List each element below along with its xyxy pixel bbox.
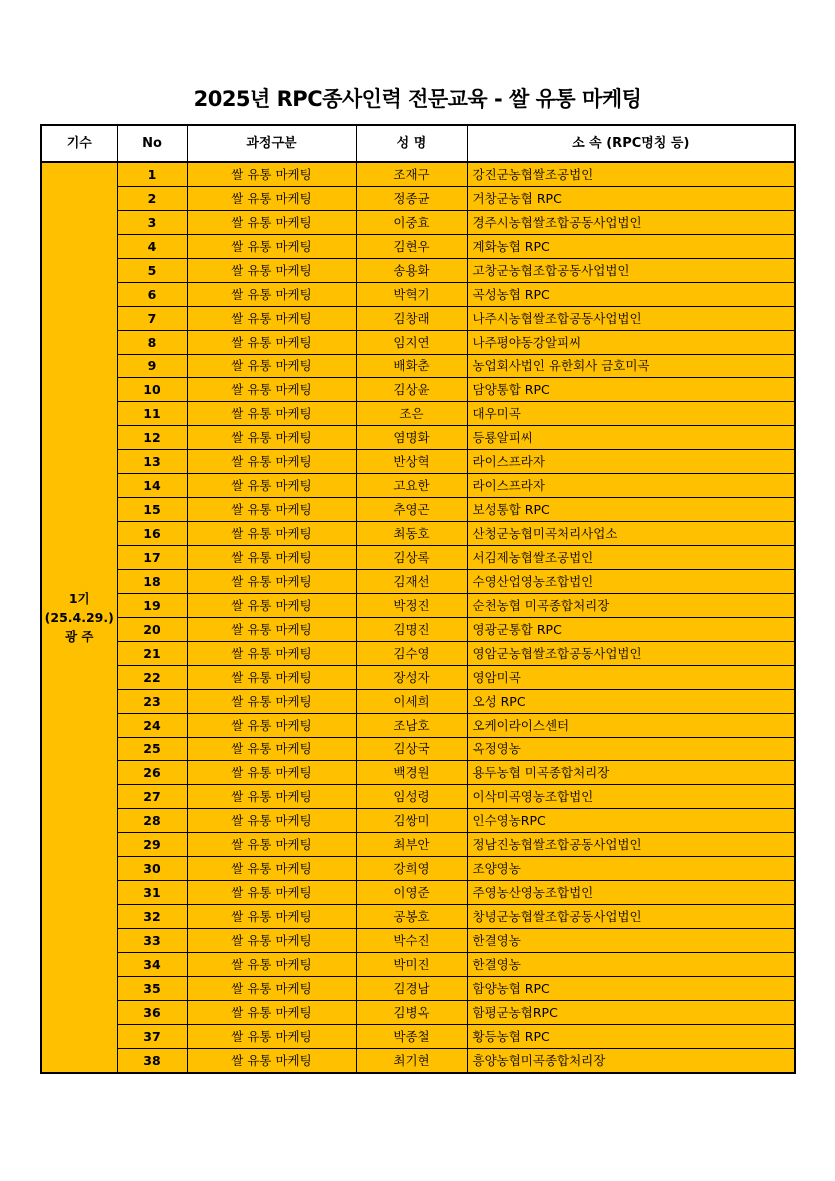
row-number: 36 <box>117 1000 187 1024</box>
header-row <box>41 125 795 162</box>
row-number: 30 <box>117 857 187 881</box>
row-number: 5 <box>117 258 187 282</box>
course-cell: 쌀 유통 마케팅 <box>187 617 356 641</box>
table-row <box>41 569 795 593</box>
table-row <box>41 330 795 354</box>
course-cell: 쌀 유통 마케팅 <box>187 809 356 833</box>
table-row <box>41 905 795 929</box>
row-number: 20 <box>117 617 187 641</box>
trainee-name: 박혁기 <box>356 282 467 306</box>
row-number: 32 <box>117 905 187 929</box>
affiliation-cell: 영암군농협쌀조합공동사업법인 <box>467 641 795 665</box>
affiliation-cell: 영광군통합 RPC <box>467 617 795 641</box>
row-number: 6 <box>117 282 187 306</box>
trainee-name: 배화춘 <box>356 354 467 378</box>
table-row <box>41 258 795 282</box>
trainee-name: 김수영 <box>356 641 467 665</box>
affiliation-cell: 보성통합 RPC <box>467 498 795 522</box>
cohort-label: 1기 <box>68 590 90 606</box>
affiliation-cell: 대우미곡 <box>467 402 795 426</box>
row-number: 1 <box>117 162 187 186</box>
affiliation-cell: 용두농협 미곡종합처리장 <box>467 761 795 785</box>
table-row <box>41 929 795 953</box>
table-row <box>41 402 795 426</box>
row-number: 22 <box>117 665 187 689</box>
course-cell: 쌀 유통 마케팅 <box>187 881 356 905</box>
course-cell: 쌀 유통 마케팅 <box>187 641 356 665</box>
trainee-name: 김상록 <box>356 546 467 570</box>
row-number: 23 <box>117 689 187 713</box>
trainee-roster-table <box>40 124 796 1074</box>
trainee-name: 고요한 <box>356 474 467 498</box>
trainee-name: 최부안 <box>356 833 467 857</box>
course-cell: 쌀 유통 마케팅 <box>187 1000 356 1024</box>
trainee-name: 송용화 <box>356 258 467 282</box>
affiliation-cell: 담양통합 RPC <box>467 378 795 402</box>
course-cell: 쌀 유통 마케팅 <box>187 713 356 737</box>
row-number: 17 <box>117 546 187 570</box>
affiliation-cell: 라이스프라자 <box>467 474 795 498</box>
course-cell: 쌀 유통 마케팅 <box>187 426 356 450</box>
affiliation-cell: 강진군농협쌀조공법인 <box>467 162 795 186</box>
affiliation-cell: 수영산업영농조합법인 <box>467 569 795 593</box>
table-row <box>41 426 795 450</box>
trainee-name: 김현우 <box>356 234 467 258</box>
course-cell: 쌀 유통 마케팅 <box>187 761 356 785</box>
trainee-name: 임지연 <box>356 330 467 354</box>
table-row <box>41 665 795 689</box>
table-body <box>41 162 795 1073</box>
trainee-name: 백경원 <box>356 761 467 785</box>
row-number: 28 <box>117 809 187 833</box>
affiliation-cell: 계화농협 RPC <box>467 234 795 258</box>
course-cell: 쌀 유통 마케팅 <box>187 498 356 522</box>
trainee-name: 이중효 <box>356 210 467 234</box>
affiliation-cell: 인수영농RPC <box>467 809 795 833</box>
affiliation-cell: 창녕군농협쌀조합공동사업법인 <box>467 905 795 929</box>
row-number: 7 <box>117 306 187 330</box>
cohort-date: (25.4.29.) <box>44 609 114 625</box>
affiliation-cell: 서김제농협쌀조공법인 <box>467 546 795 570</box>
affiliation-cell: 정남진농협쌀조합공동사업법인 <box>467 833 795 857</box>
trainee-name: 박미진 <box>356 952 467 976</box>
trainee-name: 추영곤 <box>356 498 467 522</box>
trainee-name: 박수진 <box>356 929 467 953</box>
row-number: 2 <box>117 186 187 210</box>
row-number: 19 <box>117 593 187 617</box>
course-cell: 쌀 유통 마케팅 <box>187 234 356 258</box>
course-cell: 쌀 유통 마케팅 <box>187 282 356 306</box>
row-number: 11 <box>117 402 187 426</box>
affiliation-cell: 오케이라이스센터 <box>467 713 795 737</box>
course-cell: 쌀 유통 마케팅 <box>187 378 356 402</box>
affiliation-cell: 황등농협 RPC <box>467 1024 795 1048</box>
cohort-location: 광 주 <box>64 628 94 644</box>
course-cell: 쌀 유통 마케팅 <box>187 450 356 474</box>
table-row <box>41 785 795 809</box>
affiliation-cell: 나주시농협쌀조합공동사업법인 <box>467 306 795 330</box>
cohort-cell <box>41 162 117 1073</box>
header-no: No <box>117 125 187 162</box>
trainee-name: 조은 <box>356 402 467 426</box>
course-cell: 쌀 유통 마케팅 <box>187 785 356 809</box>
row-number: 15 <box>117 498 187 522</box>
affiliation-cell: 산청군농협미곡처리사업소 <box>467 522 795 546</box>
affiliation-cell: 이삭미곡영농조합법인 <box>467 785 795 809</box>
trainee-name: 박정진 <box>356 593 467 617</box>
course-cell: 쌀 유통 마케팅 <box>187 522 356 546</box>
table-row <box>41 641 795 665</box>
affiliation-cell: 주영농산영농조합법인 <box>467 881 795 905</box>
row-number: 13 <box>117 450 187 474</box>
header-cohort: 기수 <box>41 125 117 162</box>
affiliation-cell: 고창군농협조합공동사업법인 <box>467 258 795 282</box>
course-cell: 쌀 유통 마케팅 <box>187 929 356 953</box>
table-row <box>41 761 795 785</box>
table-row <box>41 450 795 474</box>
row-number: 18 <box>117 569 187 593</box>
affiliation-cell: 영암미곡 <box>467 665 795 689</box>
header-course: 과정구분 <box>187 125 356 162</box>
trainee-name: 이세희 <box>356 689 467 713</box>
affiliation-cell: 경주시농협쌀조합공동사업법인 <box>467 210 795 234</box>
course-cell: 쌀 유통 마케팅 <box>187 593 356 617</box>
row-number: 27 <box>117 785 187 809</box>
table-row <box>41 713 795 737</box>
trainee-name: 공봉호 <box>356 905 467 929</box>
row-number: 38 <box>117 1048 187 1072</box>
table-row <box>41 737 795 761</box>
trainee-name: 강희영 <box>356 857 467 881</box>
affiliation-cell: 옥정영농 <box>467 737 795 761</box>
affiliation-cell: 라이스프라자 <box>467 450 795 474</box>
table-row <box>41 282 795 306</box>
affiliation-cell: 한결영농 <box>467 952 795 976</box>
course-cell: 쌀 유통 마케팅 <box>187 976 356 1000</box>
table-row <box>41 689 795 713</box>
row-number: 35 <box>117 976 187 1000</box>
course-cell: 쌀 유통 마케팅 <box>187 737 356 761</box>
affiliation-cell: 흥양농협미곡종합처리장 <box>467 1048 795 1072</box>
course-cell: 쌀 유통 마케팅 <box>187 689 356 713</box>
affiliation-cell: 순천농협 미곡종합처리장 <box>467 593 795 617</box>
trainee-name: 최기현 <box>356 1048 467 1072</box>
table-row <box>41 617 795 641</box>
course-cell: 쌀 유통 마케팅 <box>187 402 356 426</box>
course-cell: 쌀 유통 마케팅 <box>187 210 356 234</box>
table-row <box>41 976 795 1000</box>
trainee-name: 김재선 <box>356 569 467 593</box>
row-number: 4 <box>117 234 187 258</box>
table-row <box>41 522 795 546</box>
trainee-name: 최동호 <box>356 522 467 546</box>
table-row <box>41 306 795 330</box>
affiliation-cell: 거창군농협 RPC <box>467 186 795 210</box>
affiliation-cell: 오성 RPC <box>467 689 795 713</box>
table-row <box>41 498 795 522</box>
table-row <box>41 857 795 881</box>
row-number: 3 <box>117 210 187 234</box>
table-row <box>41 378 795 402</box>
row-number: 33 <box>117 929 187 953</box>
affiliation-cell: 함양농협 RPC <box>467 976 795 1000</box>
course-cell: 쌀 유통 마케팅 <box>187 186 356 210</box>
row-number: 8 <box>117 330 187 354</box>
trainee-name: 조재구 <box>356 162 467 186</box>
trainee-name: 김상국 <box>356 737 467 761</box>
row-number: 12 <box>117 426 187 450</box>
header-affiliation: 소 속 (RPC명칭 등) <box>467 125 795 162</box>
affiliation-cell: 한결영농 <box>467 929 795 953</box>
course-cell: 쌀 유통 마케팅 <box>187 330 356 354</box>
table-row <box>41 474 795 498</box>
course-cell: 쌀 유통 마케팅 <box>187 546 356 570</box>
row-number: 26 <box>117 761 187 785</box>
table-row <box>41 952 795 976</box>
course-cell: 쌀 유통 마케팅 <box>187 569 356 593</box>
affiliation-cell: 조양영농 <box>467 857 795 881</box>
trainee-name: 김경남 <box>356 976 467 1000</box>
trainee-name: 반상혁 <box>356 450 467 474</box>
trainee-name: 임성령 <box>356 785 467 809</box>
row-number: 9 <box>117 354 187 378</box>
table-row <box>41 833 795 857</box>
table-row <box>41 809 795 833</box>
course-cell: 쌀 유통 마케팅 <box>187 474 356 498</box>
table-row <box>41 210 795 234</box>
row-number: 10 <box>117 378 187 402</box>
affiliation-cell: 등룡알피씨 <box>467 426 795 450</box>
table-row <box>41 1000 795 1024</box>
course-cell: 쌀 유통 마케팅 <box>187 162 356 186</box>
trainee-name: 정종균 <box>356 186 467 210</box>
table-row <box>41 162 795 186</box>
document-title: 2025년 RPC종사인력 전문교육 - 쌀 유통 마케팅 <box>193 87 642 111</box>
affiliation-cell: 농업회사법인 유한회사 금호미곡 <box>467 354 795 378</box>
table-row <box>41 546 795 570</box>
course-cell: 쌀 유통 마케팅 <box>187 952 356 976</box>
table-row <box>41 354 795 378</box>
trainee-name: 김명진 <box>356 617 467 641</box>
trainee-name: 김쌍미 <box>356 809 467 833</box>
course-cell: 쌀 유통 마케팅 <box>187 665 356 689</box>
row-number: 29 <box>117 833 187 857</box>
trainee-name: 염명화 <box>356 426 467 450</box>
table-row <box>41 1048 795 1072</box>
header-name: 성 명 <box>356 125 467 162</box>
course-cell: 쌀 유통 마케팅 <box>187 857 356 881</box>
row-number: 21 <box>117 641 187 665</box>
row-number: 24 <box>117 713 187 737</box>
course-cell: 쌀 유통 마케팅 <box>187 1024 356 1048</box>
course-cell: 쌀 유통 마케팅 <box>187 1048 356 1072</box>
table-row <box>41 1024 795 1048</box>
trainee-name: 이영준 <box>356 881 467 905</box>
course-cell: 쌀 유통 마케팅 <box>187 354 356 378</box>
row-number: 34 <box>117 952 187 976</box>
course-cell: 쌀 유통 마케팅 <box>187 306 356 330</box>
table-header <box>41 125 795 162</box>
row-number: 37 <box>117 1024 187 1048</box>
trainee-name: 박종철 <box>356 1024 467 1048</box>
affiliation-cell: 곡성농협 RPC <box>467 282 795 306</box>
row-number: 25 <box>117 737 187 761</box>
row-number: 16 <box>117 522 187 546</box>
row-number: 31 <box>117 881 187 905</box>
row-number: 14 <box>117 474 187 498</box>
trainee-name: 김창래 <box>356 306 467 330</box>
affiliation-cell: 나주평야동강알피씨 <box>467 330 795 354</box>
trainee-name: 김병옥 <box>356 1000 467 1024</box>
table-row <box>41 186 795 210</box>
trainee-name: 김상윤 <box>356 378 467 402</box>
table-row <box>41 881 795 905</box>
course-cell: 쌀 유통 마케팅 <box>187 833 356 857</box>
trainee-name: 장성자 <box>356 665 467 689</box>
trainee-name: 조남호 <box>356 713 467 737</box>
table-row <box>41 593 795 617</box>
course-cell: 쌀 유통 마케팅 <box>187 258 356 282</box>
course-cell: 쌀 유통 마케팅 <box>187 905 356 929</box>
affiliation-cell: 함평군농협RPC <box>467 1000 795 1024</box>
table-row <box>41 234 795 258</box>
